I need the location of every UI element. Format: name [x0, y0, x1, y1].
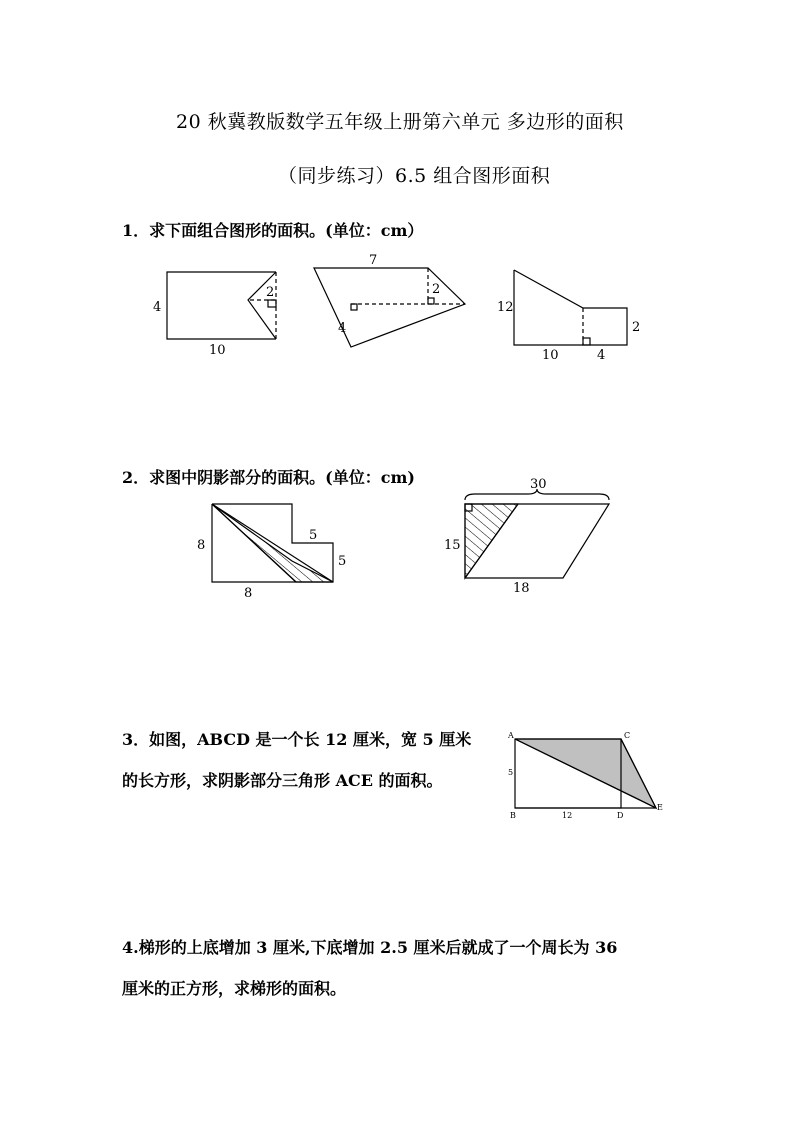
fig1a-label-height: 4	[153, 300, 162, 315]
figure-2b	[444, 477, 609, 596]
fig1b-label-inner: 2	[432, 282, 441, 297]
page-title-line2: （同步练习）6.5 组合图形面积	[278, 165, 551, 187]
fig3-label-b: B	[510, 811, 516, 820]
fig2a-diagonal-short	[212, 504, 296, 582]
fig1a-label-base: 10	[209, 343, 226, 358]
fig2a-label-left: 8	[197, 538, 206, 553]
fig3-label-c: C	[624, 731, 631, 740]
fig2b-label-bottom: 18	[513, 581, 530, 596]
fig1b-right-angle-left	[351, 304, 357, 310]
question-2: 2．求图中阴影部分的面积。(单位：cm)	[122, 468, 415, 487]
fig1a-right-angle	[268, 300, 276, 307]
figure-3	[507, 731, 663, 820]
fig2a-label-bottom: 8	[244, 586, 253, 601]
figure-1a	[153, 272, 276, 358]
question-1: 1．求下面组合图形的面积。(单位：cm）	[122, 221, 424, 240]
fig1b-outline	[314, 268, 465, 347]
fig3-label-e: E	[657, 803, 663, 812]
fig2b-label-top: 30	[530, 477, 547, 492]
fig1c-right-angle	[583, 338, 590, 345]
fig3-label-length: 12	[562, 811, 573, 820]
fig2a-label-step-top: 5	[309, 528, 318, 543]
fig1a-notch	[248, 272, 276, 339]
figure-2a	[197, 504, 346, 601]
fig1b-label-top: 7	[369, 253, 378, 268]
fig1c-label-left: 12	[497, 300, 514, 315]
question-4-line1: 4.梯形的上底增加 3 厘米,下底增加 2.5 厘米后就成了一个周长为 36	[122, 938, 618, 957]
fig1c-label-base-left: 10	[542, 348, 559, 363]
fig3-label-a: A	[508, 731, 514, 740]
fig2b-label-left: 15	[444, 538, 461, 553]
fig1c-label-base-right: 4	[597, 348, 606, 363]
fig1a-outline	[167, 272, 276, 339]
fig1a-label-notch: 2	[266, 285, 275, 300]
fig2a-label-step-right: 5	[338, 554, 347, 569]
page-title-line1: 20 秋冀教版数学五年级上册第六单元 多边形的面积	[176, 111, 624, 133]
fig3-label-d: D	[617, 811, 624, 820]
fig1b-label-left: 4	[338, 321, 347, 336]
fig1c-label-right: 2	[632, 320, 641, 335]
fig1b-right-angle-right	[428, 298, 434, 304]
figure-1c	[497, 270, 640, 363]
question-4-line2: 厘米的正方形，求梯形的面积。	[122, 979, 347, 998]
fig3-label-width: 5	[508, 768, 514, 777]
question-3-line1: 3．如图，ABCD 是一个长 12 厘米，宽 5 厘米	[122, 730, 472, 749]
fig1c-outline	[514, 270, 627, 345]
question-3-line2: 的长方形，求阴影部分三角形 ACE 的面积。	[122, 771, 443, 790]
figure-1b	[314, 253, 465, 347]
